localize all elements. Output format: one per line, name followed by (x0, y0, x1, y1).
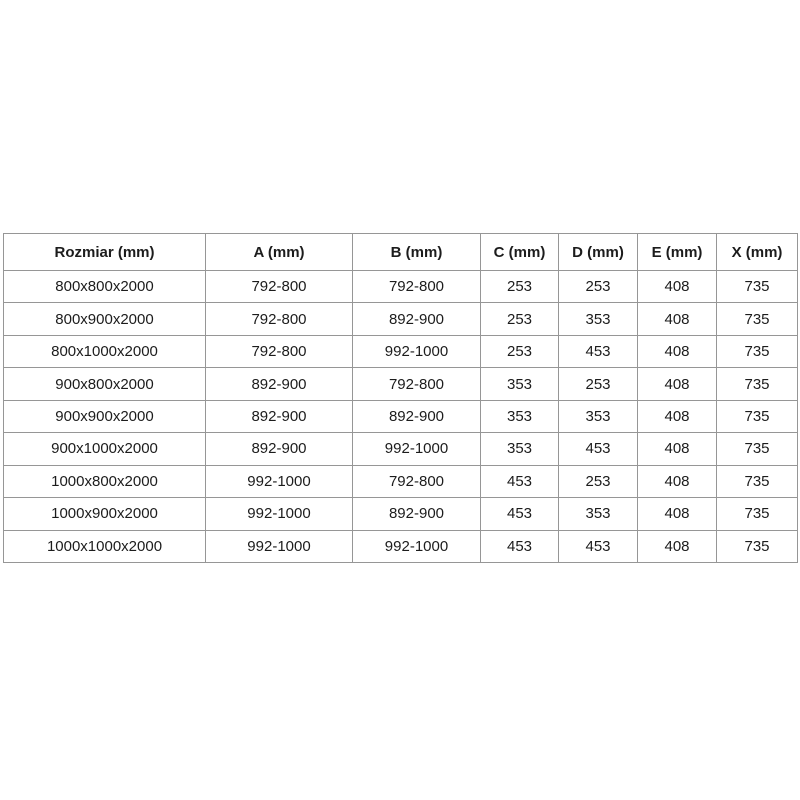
column-header-x: X (mm) (717, 234, 798, 271)
table-header (4, 234, 798, 271)
table-cell-x: 735 (717, 400, 798, 432)
table-cell-a: 992-1000 (206, 530, 353, 563)
table-cell-rozmiar: 1000x1000x2000 (4, 530, 206, 563)
table-cell-x: 735 (717, 335, 798, 367)
table-cell-e: 408 (638, 368, 717, 400)
table-cell-x: 735 (717, 465, 798, 497)
table-cell-d: 453 (559, 335, 638, 367)
column-header-b: B (mm) (353, 234, 481, 271)
table-cell-c: 453 (481, 465, 559, 497)
table-cell-c: 453 (481, 530, 559, 563)
table-cell-rozmiar: 1000x900x2000 (4, 498, 206, 530)
table-cell-a: 792-800 (206, 271, 353, 303)
table-cell-rozmiar: 800x1000x2000 (4, 335, 206, 367)
table-cell-e: 408 (638, 530, 717, 563)
table-cell-c: 453 (481, 498, 559, 530)
table-cell-x: 735 (717, 498, 798, 530)
table-cell-b: 792-800 (353, 465, 481, 497)
table-cell-x: 735 (717, 303, 798, 335)
table-cell-b: 892-900 (353, 303, 481, 335)
table-cell-x: 735 (717, 433, 798, 465)
table-cell-e: 408 (638, 400, 717, 432)
table-cell-rozmiar: 800x900x2000 (4, 303, 206, 335)
table-cell-c: 353 (481, 433, 559, 465)
table-cell-e: 408 (638, 303, 717, 335)
table-cell-d: 253 (559, 465, 638, 497)
table-cell-a: 892-900 (206, 368, 353, 400)
table-row (4, 465, 798, 497)
table-row (4, 433, 798, 465)
table-cell-d: 253 (559, 271, 638, 303)
table-cell-b: 992-1000 (353, 530, 481, 563)
size-table-container (3, 233, 797, 563)
table-cell-d: 353 (559, 498, 638, 530)
table-cell-x: 735 (717, 530, 798, 563)
column-header-rozmiar: Rozmiar (mm) (4, 234, 206, 271)
column-header-a: A (mm) (206, 234, 353, 271)
table-cell-x: 735 (717, 368, 798, 400)
table-cell-a: 892-900 (206, 400, 353, 432)
table-cell-rozmiar: 1000x800x2000 (4, 465, 206, 497)
table-cell-b: 792-800 (353, 271, 481, 303)
table-row (4, 530, 798, 563)
table-cell-c: 253 (481, 271, 559, 303)
table-row (4, 271, 798, 303)
table-cell-a: 792-800 (206, 335, 353, 367)
table-row (4, 335, 798, 367)
table-cell-c: 253 (481, 303, 559, 335)
table-row (4, 303, 798, 335)
table-cell-d: 253 (559, 368, 638, 400)
table-cell-a: 892-900 (206, 433, 353, 465)
table-row (4, 368, 798, 400)
table-cell-b: 992-1000 (353, 433, 481, 465)
table-row (4, 498, 798, 530)
table-cell-b: 892-900 (353, 400, 481, 432)
table-cell-rozmiar: 800x800x2000 (4, 271, 206, 303)
table-cell-d: 353 (559, 400, 638, 432)
table-cell-d: 353 (559, 303, 638, 335)
column-header-d: D (mm) (559, 234, 638, 271)
column-header-e: E (mm) (638, 234, 717, 271)
table-cell-c: 353 (481, 400, 559, 432)
table-cell-rozmiar: 900x800x2000 (4, 368, 206, 400)
column-header-c: C (mm) (481, 234, 559, 271)
table-cell-c: 253 (481, 335, 559, 367)
table-cell-rozmiar: 900x1000x2000 (4, 433, 206, 465)
table-cell-b: 892-900 (353, 498, 481, 530)
table-cell-b: 792-800 (353, 368, 481, 400)
table-cell-d: 453 (559, 530, 638, 563)
table-row (4, 400, 798, 432)
table-cell-e: 408 (638, 271, 717, 303)
table-cell-d: 453 (559, 433, 638, 465)
table-cell-rozmiar: 900x900x2000 (4, 400, 206, 432)
table-body (4, 271, 798, 563)
table-cell-c: 353 (481, 368, 559, 400)
table-cell-e: 408 (638, 498, 717, 530)
table-cell-e: 408 (638, 465, 717, 497)
header-row (4, 234, 798, 271)
table-cell-a: 992-1000 (206, 465, 353, 497)
table-cell-a: 992-1000 (206, 498, 353, 530)
table-cell-x: 735 (717, 271, 798, 303)
table-cell-e: 408 (638, 335, 717, 367)
size-table (3, 233, 798, 563)
table-cell-b: 992-1000 (353, 335, 481, 367)
table-cell-e: 408 (638, 433, 717, 465)
table-cell-a: 792-800 (206, 303, 353, 335)
